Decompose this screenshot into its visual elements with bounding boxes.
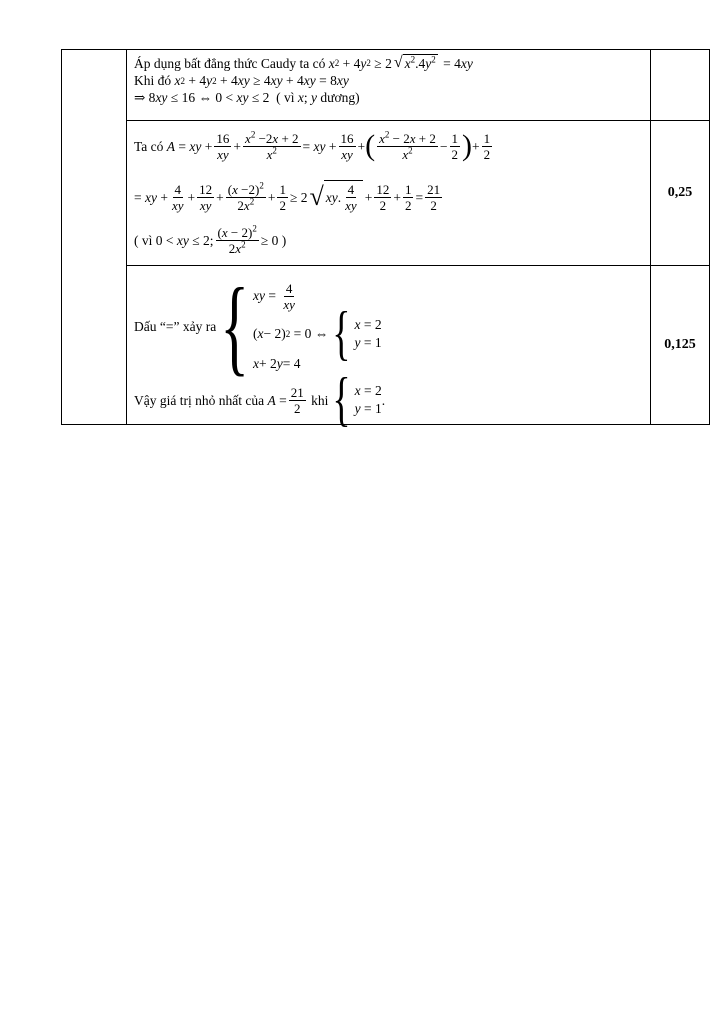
score-value: 0,125	[664, 337, 696, 352]
table-row	[62, 50, 710, 121]
ta-co-label: Ta có	[134, 138, 164, 154]
solution-table	[61, 49, 710, 434]
step1-line2: Khi đó x 2 + 4 y 2 + 4 xy ≥ 4 xy + 4 xy = 8 xy	[134, 73, 349, 88]
step1-line3: ⇒ 8 xy ≤ 16 ⇔ 0 < xy ≤ 2 ( vì x ; y dương)	[134, 90, 360, 105]
table-row	[62, 121, 710, 266]
question-number-cell	[62, 50, 127, 425]
score-value: 0,25	[667, 185, 693, 200]
khi-do-label: Khi đó	[134, 73, 172, 88]
score-cell-3	[651, 266, 710, 425]
vay-label: Vậy giá trị nhỏ nhất của	[134, 392, 265, 408]
solution-step-2	[127, 121, 651, 266]
khi-label: khi	[311, 392, 329, 408]
step3-conclusion: Vậy giá trị nhỏ nhất của A = 21 2 khi { x = 2 y = 1 .	[134, 366, 386, 434]
vi-label-2: ( vì	[134, 232, 153, 248]
score-cell-2	[651, 121, 710, 266]
solution-step-1	[127, 50, 651, 121]
table-row	[62, 266, 710, 425]
step2-line2: = xy + 4 xy + 12 xy + $(x -2)^2$ $2x^2$ + 1 2 ≥ 2 √ xy . 4 xy + 12 2 + 1 2 = 21 2	[134, 180, 441, 213]
step2-line3: ( vì 0 < xy ≤ 2; $(x - 2)^2$ $2x^2$ ≥ 0 )	[134, 223, 287, 256]
step1-line1: Áp dụng bất đẳng thức Caudy ta có x 2 + 4 y 2 ≥ 2 √ $x^2.4y^2$ = 4 xy	[134, 54, 473, 71]
step3-system: Dấu “=” xảy ra { xy = 4 xy ( x − 2) 2 = 0 ⇔ { x = 2 y = 1 x + 2 y = 4	[134, 266, 382, 386]
equality-system: xy = 4 xy ( x − 2) 2 = 0 ⇔ { x = 2 y = 1 x + 2 y = 4	[253, 280, 382, 371]
cauchy-prefix: Áp dụng bất đẳng thức Caudy ta có	[134, 55, 326, 71]
step2-line1: Ta có A = xy + 16 xy + $x^2 -2x + 2$ $x^2$ = xy + 16 xy + ( $x^2 - 2x + 2$ $x^2$ − 1 2 ) + 1 2	[134, 129, 491, 162]
vi-label: ( vì	[276, 90, 295, 105]
solution-step-3	[127, 266, 651, 434]
score-cell-1	[651, 50, 710, 121]
dau-bang-label: Dấu “=” xảy ra	[134, 318, 217, 334]
duong-label: dương)	[320, 90, 360, 105]
